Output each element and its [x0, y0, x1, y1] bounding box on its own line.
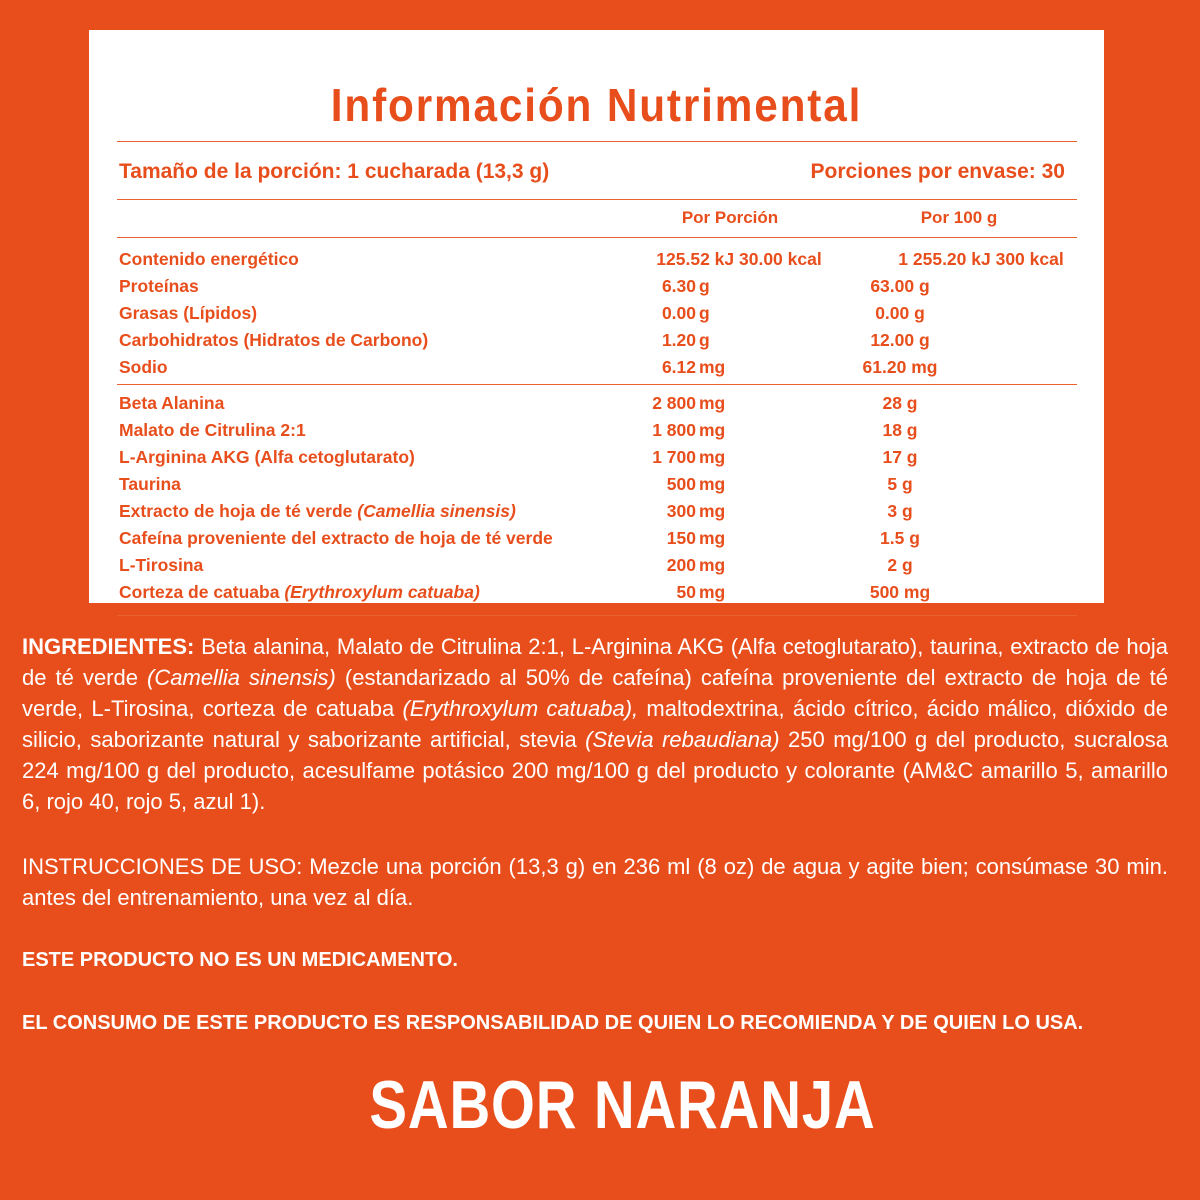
- nutrient-name-text: Carbohidratos (Hidratos de Carbono): [119, 330, 429, 350]
- nutrient-name: [119, 420, 306, 441]
- nutrient-name: [119, 528, 553, 549]
- value-per-portion: 6.30: [661, 276, 696, 296]
- value-per-100g: 5 g: [887, 474, 913, 494]
- nutrient-name: [119, 582, 480, 603]
- nutrient-name-italic: (Erythroxylum catuaba): [284, 582, 480, 602]
- nutrient-name-text: Beta Alanina: [119, 393, 225, 413]
- value-per-100g: 63.00 g: [870, 276, 930, 296]
- ingredients-paragraph: [22, 631, 1168, 817]
- panel-title: Información Nutrimental: [330, 79, 863, 131]
- ingredients-text: 250 mg/100 g del producto, sucralosa 224 mg/100 g del producto, acesulfame potásico 200 mg/100 g del producto y colorante (AM&C amarillo 5, amarillo 6, rojo 40, rojo 5, azul 1).: [22, 727, 1168, 814]
- divider: [117, 237, 1077, 238]
- ingredients-italic: (Stevia rebaudiana): [585, 727, 780, 752]
- nutrient-name: [119, 303, 257, 324]
- nutrient-name: [119, 330, 428, 351]
- nutrient-name-text: Corteza de catuaba: [119, 582, 285, 602]
- value-per-100g: 61.20 mg: [862, 357, 938, 377]
- divider: [117, 384, 1077, 385]
- nutrient-name-text: Grasas (Lípidos): [119, 303, 258, 323]
- value-per-100g: 500 mg: [869, 582, 931, 602]
- nutrient-row: [119, 474, 1069, 501]
- value-per-portion: 50: [676, 582, 696, 602]
- value-per-portion: 1.20: [661, 330, 696, 350]
- ingredients-text: Beta alanina, Malato de Citrulina 2:1, L-Arginina AKG (Alfa cetoglutarato), taurina, extracto de hoja de té verde: [22, 634, 1168, 690]
- nutrient-row: [119, 447, 1069, 474]
- divider: [117, 199, 1077, 200]
- value-per-portion: 500: [666, 474, 696, 494]
- value-per-portion: 2 800: [652, 393, 696, 413]
- nutrient-name-italic: (Camellia sinensis): [357, 501, 516, 521]
- nutrient-name-text: Malato de Citrulina 2:1: [119, 420, 306, 440]
- nutrient-row: [119, 582, 1069, 609]
- value-per-100g: 1.5 g: [880, 528, 920, 548]
- value-per-portion: 300: [666, 501, 696, 521]
- ingredients-text: maltodextrina, ácido cítrico, ácido málico, dióxido de silicio, saborizante natural y saborizante artificial, stevia: [22, 696, 1169, 752]
- value-per-portion: 200: [666, 555, 696, 575]
- nutrient-row: [119, 303, 1069, 330]
- energy-per-100g: 1 255.20 kJ 300 kcal: [898, 249, 1064, 269]
- value-per-100g: 17 g: [882, 447, 918, 467]
- unit-per-portion: mg: [699, 393, 726, 413]
- ingredients-italic: (Camellia sinensis): [147, 665, 336, 690]
- nutrient-name-text: Proteínas: [119, 276, 199, 296]
- divider: [117, 615, 1077, 616]
- instructions: INSTRUCCIONES DE USO: Mezcle una porción (13,3 g) en 236 ml (8 oz) de agua y agite bien; consúmase 30 min. antes del entrenamiento, una vez al día.: [22, 854, 1168, 910]
- energy-per-portion: 125.52 kJ 30.00 kcal: [656, 249, 822, 269]
- unit-per-portion: mg: [699, 555, 726, 575]
- nutrient-name-text: L-Arginina AKG (Alfa cetoglutarato): [119, 447, 415, 467]
- flavor-title: SABOR NARANJA: [369, 1067, 876, 1143]
- value-per-100g: 18 g: [882, 420, 918, 440]
- nutrient-name: [119, 276, 199, 297]
- nutrient-name: [119, 501, 516, 522]
- serving-info: [119, 160, 1065, 184]
- serving-size: Tamaño de la porción: 1 cucharada (13,3 g): [119, 160, 550, 183]
- nutrient-name: [119, 357, 168, 378]
- unit-per-portion: g: [699, 276, 710, 296]
- ingredients-italic: (Erythroxylum catuaba),: [402, 696, 639, 721]
- unit-per-portion: mg: [699, 528, 726, 548]
- nutrient-row: [119, 276, 1069, 303]
- value-per-100g: 2 g: [887, 555, 913, 575]
- value-per-portion: 1 700: [652, 447, 696, 467]
- nutrient-name-text: Cafeína proveniente del extracto de hoja de té verde: [119, 528, 553, 548]
- nutrient-row: [119, 528, 1069, 555]
- unit-per-portion: mg: [699, 420, 726, 440]
- nutrient-row: [119, 393, 1069, 420]
- servings-per-container: Porciones por envase: 30: [810, 160, 1065, 183]
- ingredients-text: (estandarizado al 50% de cafeína) cafeína proveniente del extracto de hoja de té verde, L-Tirosina, corteza de catuaba: [22, 665, 1168, 721]
- value-per-100g: 12.00 g: [870, 330, 930, 350]
- unit-per-portion: g: [699, 330, 710, 350]
- nutrient-name: [119, 447, 415, 468]
- warning-responsibility: EL CONSUMO DE ESTE PRODUCTO ES RESPONSABILIDAD DE QUIEN LO RECOMIENDA Y DE QUIEN LO USA.: [22, 1012, 1084, 1034]
- unit-per-portion: mg: [699, 582, 726, 602]
- value-per-100g: 0.00 g: [875, 303, 925, 323]
- column-header-portion: Por Porción: [681, 208, 779, 227]
- value-per-portion: 1 800: [652, 420, 696, 440]
- nutrient-name-text: Extracto de hoja de té verde: [119, 501, 358, 521]
- value-per-portion: 150: [666, 528, 696, 548]
- divider: [117, 141, 1077, 142]
- value-per-100g: 3 g: [887, 501, 913, 521]
- nutrient-row: [119, 330, 1069, 357]
- nutrient-name-text: Taurina: [119, 474, 181, 494]
- value-per-portion: 6.12: [661, 357, 696, 377]
- nutrient-name-text: Sodio: [119, 357, 168, 377]
- warning-not-medicine: ESTE PRODUCTO NO ES UN MEDICAMENTO.: [22, 949, 458, 971]
- nutrient-name: [119, 474, 181, 495]
- value-per-portion: 0.00: [661, 303, 696, 323]
- nutrient-row: [119, 420, 1069, 447]
- nutrient-name: [119, 393, 224, 414]
- unit-per-portion: g: [699, 303, 710, 323]
- nutrient-name-text: L-Tirosina: [119, 555, 204, 575]
- column-header-100g: Por 100 g: [920, 208, 998, 227]
- nutrient-row: [119, 501, 1069, 528]
- nutrition-panel: [89, 30, 1104, 603]
- nutrient-row: [119, 357, 1069, 384]
- nutrient-name: [119, 555, 203, 576]
- nutrient-name: Contenido energético: [119, 249, 299, 269]
- unit-per-portion: mg: [699, 447, 726, 467]
- unit-per-portion: mg: [699, 474, 726, 494]
- unit-per-portion: mg: [699, 357, 726, 377]
- nutrient-row: [119, 555, 1069, 582]
- value-per-100g: 28 g: [882, 393, 918, 413]
- ingredients-label: INGREDIENTES:: [22, 634, 195, 659]
- unit-per-portion: mg: [699, 501, 726, 521]
- energy-row: [119, 249, 1069, 276]
